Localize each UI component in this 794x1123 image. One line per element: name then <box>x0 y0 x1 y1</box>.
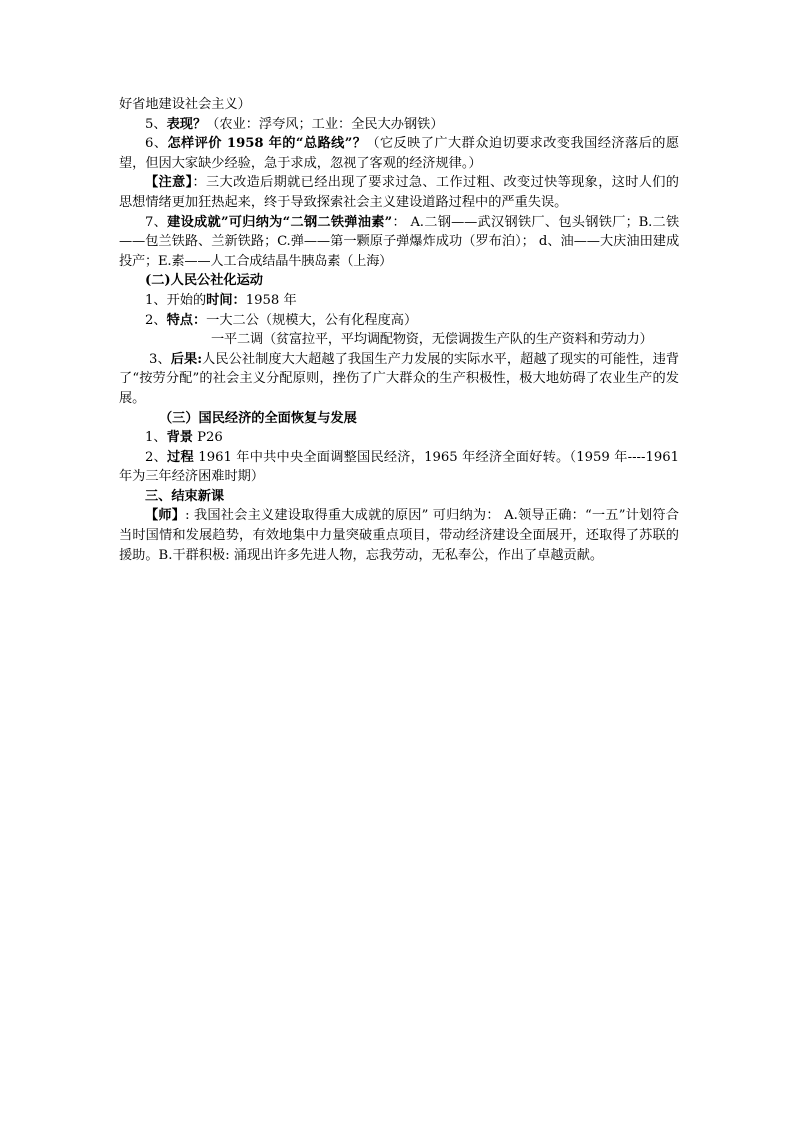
item-text: （它反映了广大群众迫切要求改变我国经济落后的愿望，但因大家缺少经验，急于求成，忽视了客观的经济规律。） <box>119 136 680 171</box>
item-label: 建设成就”可归纳为“二钢二铁弹油素” <box>167 214 393 230</box>
document-body <box>119 95 679 565</box>
item-label: 时间： <box>206 292 246 308</box>
teacher-label: 【师】 <box>145 508 186 524</box>
item-number: 7、 <box>145 214 168 230</box>
item-number: 2、 <box>145 449 168 465</box>
item-text: 一平二调（贫富拉平，平均调配物资，无偿调拨生产队的生产资料和劳动力） <box>211 332 653 348</box>
item-text: 1958 年 <box>245 292 297 308</box>
section-heading-2 <box>119 271 679 291</box>
item-number: 2、 <box>145 312 167 328</box>
section2-item-2-continued <box>119 330 679 350</box>
section2-item-1 <box>119 291 679 311</box>
item-label: 后果: <box>170 351 203 367</box>
item-label: 特点： <box>166 312 207 328</box>
continuation-text: 好省地建设社会主义） <box>119 97 251 112</box>
item-label: 背景 <box>166 430 193 446</box>
item-number: 1、开始的 <box>145 292 207 308</box>
paragraph-continuation <box>119 95 679 115</box>
teacher-paragraph <box>119 506 679 565</box>
section2-item-3 <box>119 350 679 409</box>
item-7 <box>119 213 679 272</box>
section3-item-2 <box>119 448 679 487</box>
item-label: 表现？ <box>166 116 207 132</box>
item-text: ： A.二钢——武汉钢铁厂、包头钢铁厂；B.二铁——包兰铁路、兰新铁路；C.弹——第一颗原子弹爆炸成功（罗布泊）； d、油——大庆油田建成投产；E.素——人工合成结晶牛胰岛素（上海） <box>119 214 679 269</box>
note-paragraph <box>119 173 679 212</box>
section-heading-3 <box>119 409 679 429</box>
teacher-text: : 我国社会主义建设取得重大成就的原因” 可归纳为： A.领导正确：“一五”计划符合当时国情和发展趋势，有效地集中力量突破重点项目，带动经济建设全面展开，还取得了苏联的援助。B.干群积极: 涌现出许多先进人物，忘我劳动，无私奉公，作出了卓越贡献。 <box>119 508 679 563</box>
section3-item-1 <box>119 428 679 448</box>
item-text: 人民公社制度大大超越了我国生产力发展的实际水平，超越了现实的可能性，违背了“按劳分配”的社会主义分配原则，挫伤了广大群众的生产积极性，极大地妨碍了农业生产的发展。 <box>119 351 680 406</box>
section-title: (二)人民公社化运动 <box>145 273 263 289</box>
section2-item-2 <box>119 311 679 331</box>
note-label: 【注意】 <box>145 175 193 191</box>
item-number: 6、 <box>145 136 168 152</box>
note-text: ：三大改造后期就已经出现了要求过急、工作过粗、改变过快等现象，这时人们的思想情绪更加狂热起来，终于导致探索社会主义建设道路过程中的严重失误。 <box>119 175 679 210</box>
item-number: 3、 <box>149 351 171 367</box>
section-title: 三、结束新课 <box>145 488 225 504</box>
item-text: P26 <box>192 430 223 446</box>
item-text: 1961 年中共中央全面调整国民经济，1965 年经济全面好转。（1959 年----1961 年为三年经济困难时期） <box>119 449 680 485</box>
item-label: 过程 <box>167 449 194 465</box>
item-number: 5、 <box>145 116 167 132</box>
section-title: （三）国民经济的全面恢复与发展 <box>159 410 357 426</box>
item-text: （农业：浮夸风；工业：全民大办钢铁） <box>206 116 444 132</box>
item-5 <box>119 115 679 135</box>
item-6 <box>119 134 679 173</box>
item-number: 1、 <box>145 430 167 446</box>
item-text: 一大二公（规模大，公有化程度高） <box>206 312 418 328</box>
section-heading-4 <box>119 487 679 507</box>
item-label: 怎样评价 1958 年的“总路线”？ <box>167 136 367 152</box>
